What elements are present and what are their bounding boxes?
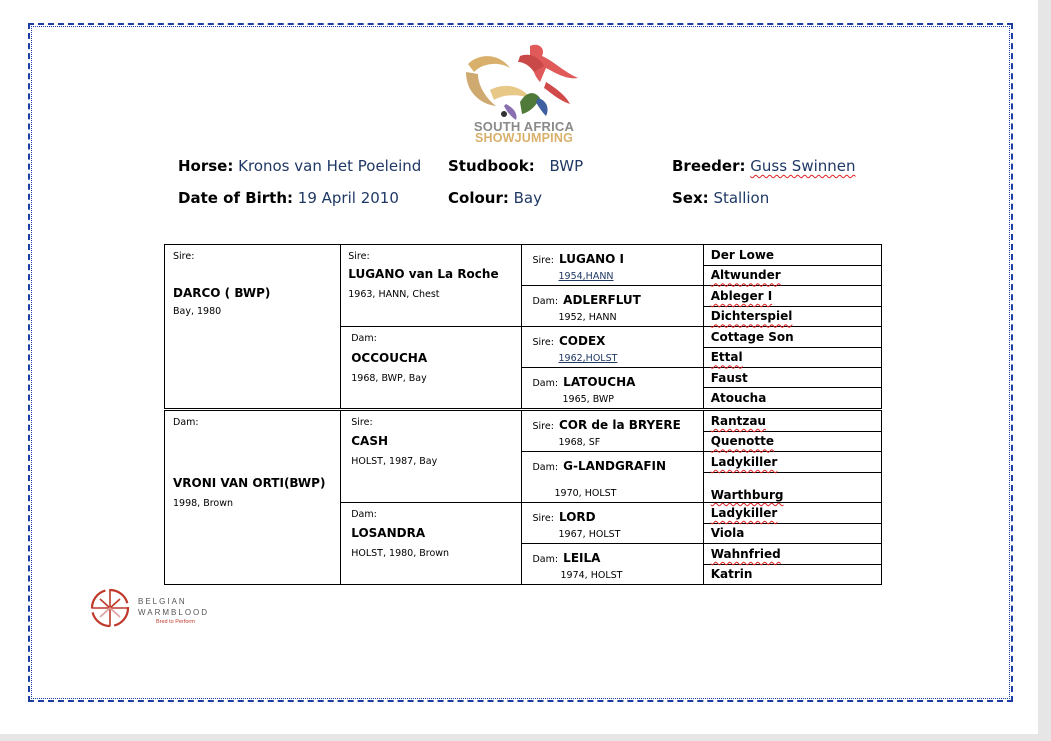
dss-info: 1968, SF bbox=[558, 437, 601, 448]
ssd-cell bbox=[522, 286, 703, 327]
gen4-16: Katrin bbox=[703, 564, 881, 585]
dam-sire-role: Sire: bbox=[351, 417, 373, 428]
gen4-6: Ettal bbox=[703, 347, 881, 368]
dss-name: COR de la BRYERE bbox=[559, 418, 681, 432]
canvas-background-right bbox=[1038, 0, 1051, 741]
dam-cell bbox=[165, 410, 341, 585]
colour-value: Bay bbox=[513, 189, 542, 207]
sss-cell bbox=[522, 245, 703, 286]
sire-dam-cell bbox=[341, 327, 522, 410]
gen4-14: Viola bbox=[703, 523, 881, 544]
ssd-info: 1952, HANN bbox=[558, 312, 617, 323]
gen4-11: Ladykiller bbox=[703, 452, 881, 473]
dds-cell bbox=[522, 503, 703, 544]
ddd-role: Dam: bbox=[532, 554, 559, 565]
dss-cell bbox=[522, 410, 703, 452]
dam-sire-info: HOLST, 1987, Bay bbox=[351, 456, 438, 467]
horse-field bbox=[178, 157, 421, 175]
bw-logo-line1: BELGIAN bbox=[138, 597, 187, 606]
dsd-cell bbox=[522, 452, 703, 503]
gen4-10: Quenotte bbox=[703, 431, 881, 451]
dob-field bbox=[178, 189, 399, 207]
horse-label: Horse: bbox=[178, 157, 234, 175]
canvas-background-bottom bbox=[0, 734, 1051, 741]
dsd-info: 1970, HOLST bbox=[554, 488, 617, 499]
sss-role: Sire: bbox=[532, 255, 554, 266]
sdd-role: Dam: bbox=[532, 378, 559, 389]
gen4-12: Warthburg bbox=[703, 472, 881, 502]
breeder-field bbox=[672, 157, 856, 175]
gen4-15: Wahnfried bbox=[703, 544, 881, 565]
dam-dam-role: Dam: bbox=[351, 509, 377, 520]
gen4-7: Faust bbox=[703, 368, 881, 388]
sss-name: LUGANO I bbox=[559, 252, 624, 266]
ddd-info: 1974, HOLST bbox=[560, 570, 623, 581]
studbook-field bbox=[448, 157, 583, 175]
sdd-cell bbox=[522, 368, 703, 410]
ssd-role: Dam: bbox=[532, 296, 559, 307]
sdd-name: LATOUCHA bbox=[563, 375, 636, 389]
studbook-value: BWP bbox=[549, 157, 584, 175]
gen4-5: Cottage Son bbox=[703, 327, 881, 348]
sire-name: DARCO ( BWP) bbox=[173, 286, 271, 300]
gen4-13: Ladykiller bbox=[703, 503, 881, 524]
sds-info: 1962,HOLST bbox=[558, 353, 618, 364]
sa-logo-text-line1: SOUTH AFRICA bbox=[473, 119, 575, 134]
gen4-9: Rantzau bbox=[703, 410, 881, 432]
sire-dam-name: OCCOUCHA bbox=[351, 351, 428, 365]
sex-field bbox=[672, 189, 769, 207]
studbook-label: Studbook: bbox=[448, 157, 535, 175]
bw-logo-line2: WARMBLOOD bbox=[138, 608, 210, 617]
dam-dam-info: HOLST, 1980, Brown bbox=[351, 548, 450, 559]
sire-role: Sire: bbox=[173, 251, 195, 262]
sdd-info: 1965, BWP bbox=[562, 394, 615, 405]
ddd-name: LEILA bbox=[563, 551, 601, 565]
dss-role: Sire: bbox=[532, 421, 554, 432]
breeder-label: Breeder: bbox=[672, 157, 746, 175]
gen4-4: Dichterspiel bbox=[703, 306, 881, 327]
gen4-2: Altwunder bbox=[703, 265, 881, 286]
sire-sire-info: 1963, HANN, Chest bbox=[348, 289, 440, 300]
dsd-name: G-LANDGRAFIN bbox=[563, 459, 667, 473]
dds-name: LORD bbox=[559, 510, 596, 524]
sire-dam-info: 1968, BWP, Bay bbox=[351, 373, 427, 384]
sire-sire-role: Sire: bbox=[348, 251, 370, 262]
sire-dam-role: Dam: bbox=[351, 333, 377, 344]
ssd-name: ADLERFLUT bbox=[563, 293, 641, 307]
sire-sire-cell bbox=[341, 245, 522, 327]
dam-dam-cell bbox=[341, 503, 522, 585]
dam-name: VRONI VAN ORTI(BWP) bbox=[173, 476, 326, 490]
bw-logo-tagline: Bred to Perform bbox=[156, 619, 195, 625]
sire-info: Bay, 1980 bbox=[173, 306, 222, 317]
sa-logo-text-line2: SHOWJUMPING bbox=[474, 131, 574, 145]
ddd-cell bbox=[522, 544, 703, 585]
dam-info: 1998, Brown bbox=[173, 498, 234, 509]
dob-value: 19 April 2010 bbox=[297, 189, 399, 207]
sex-value: Stallion bbox=[713, 189, 770, 207]
colour-field bbox=[448, 189, 542, 207]
dds-role: Sire: bbox=[532, 513, 554, 524]
dds-info: 1967, HOLST bbox=[558, 529, 621, 540]
dob-label: Date of Birth: bbox=[178, 189, 294, 207]
sds-cell bbox=[522, 327, 703, 368]
colour-label: Colour: bbox=[448, 189, 509, 207]
pedigree-table bbox=[164, 244, 882, 585]
dam-sire-cell bbox=[341, 410, 522, 503]
breeder-value: Guss Swinnen bbox=[750, 157, 856, 175]
gen4-8: Atoucha bbox=[703, 388, 881, 410]
dam-dam-name: LOSANDRA bbox=[351, 526, 426, 540]
horse-value: Kronos van Het Poeleind bbox=[238, 157, 422, 175]
sex-label: Sex: bbox=[672, 189, 709, 207]
sire-cell bbox=[165, 245, 341, 410]
belgian-warmblood-logo-icon bbox=[88, 585, 132, 631]
gen4-1: Der Lowe bbox=[703, 245, 881, 266]
sds-name: CODEX bbox=[559, 334, 606, 348]
sds-role: Sire: bbox=[532, 337, 554, 348]
sire-sire-name: LUGANO van La Roche bbox=[348, 267, 499, 281]
dsd-role: Dam: bbox=[532, 462, 559, 473]
dam-sire-name: CASH bbox=[351, 434, 389, 448]
sss-info: 1954,HANN bbox=[558, 271, 614, 282]
gen4-3: Ableger I bbox=[703, 286, 881, 307]
dam-role: Dam: bbox=[173, 417, 199, 428]
